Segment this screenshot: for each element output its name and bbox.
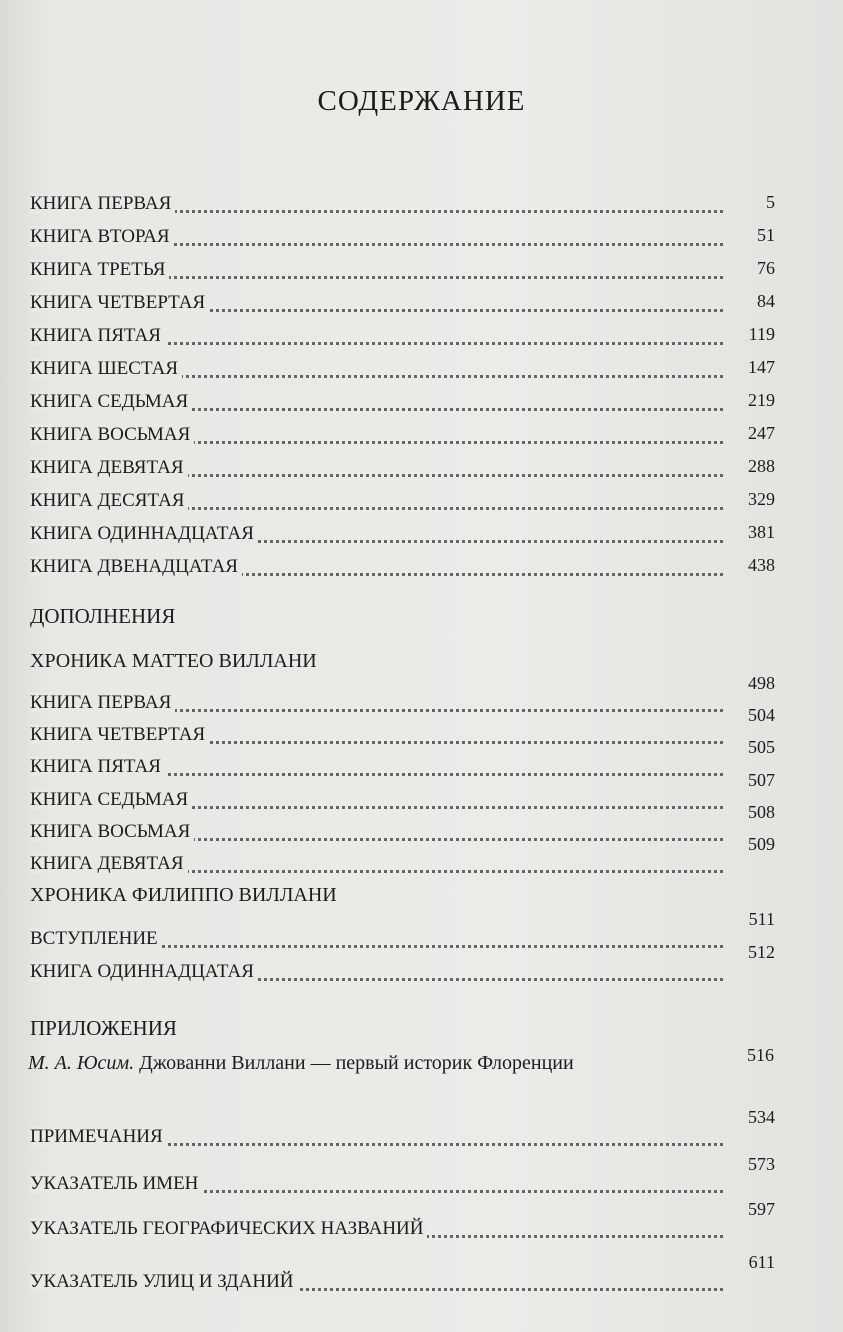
toc-page-number: 505 [748, 737, 775, 757]
toc-label: КНИГА ДЕСЯТАЯ [30, 490, 188, 511]
toc-row [30, 1199, 775, 1242]
toc-row [30, 1154, 775, 1197]
toc-page-number: 76 [757, 258, 775, 278]
toc-page-number: 147 [748, 357, 775, 377]
toc-row [30, 319, 775, 349]
toc-page-number: 247 [748, 423, 775, 443]
toc-label: КНИГА ВОСЬМАЯ [30, 424, 194, 445]
toc-page-number: 381 [748, 522, 775, 542]
toc-page-number: 504 [748, 705, 775, 725]
toc-label: КНИГА ШЕСТАЯ [30, 358, 182, 379]
toc-row [30, 737, 775, 780]
toc-row [30, 253, 775, 283]
essay-page-number: 516 [747, 1045, 774, 1065]
toc-page-number: 5 [766, 192, 775, 212]
toc-page-number: 51 [757, 225, 775, 245]
toc-label: УКАЗАТЕЛЬ УЛИЦ И ЗДАНИЙ [30, 1271, 298, 1292]
toc-row [30, 1252, 775, 1295]
toc-row [30, 484, 775, 514]
toc-row [30, 834, 775, 877]
toc-page-number: 507 [748, 770, 775, 790]
toc-page-number: 573 [748, 1154, 775, 1174]
toc-label: УКАЗАТЕЛЬ ГЕОГРАФИЧЕСКИХ НАЗВАНИЙ [30, 1218, 427, 1239]
toc-label: КНИГА ДЕВЯТАЯ [30, 457, 188, 478]
toc-label: УКАЗАТЕЛЬ ИМЕН [30, 1173, 202, 1194]
toc-label: КНИГА ПЯТАЯ [30, 756, 165, 777]
toc-row [30, 909, 775, 952]
toc-row [30, 802, 775, 845]
toc-row [30, 187, 775, 217]
toc-page-number: 511 [748, 909, 775, 929]
page-title: СОДЕРЖАНИЕ [317, 85, 526, 117]
toc-page-number: 498 [748, 673, 775, 693]
toc-page-number: 329 [748, 489, 775, 509]
toc-page-number: 84 [757, 291, 775, 311]
toc-row [30, 418, 775, 448]
toc-page-number: 508 [748, 802, 775, 822]
toc-label: КНИГА ВОСЬМАЯ [30, 821, 194, 842]
toc-page-number: 119 [748, 324, 775, 344]
toc-page-number: 288 [748, 456, 775, 476]
toc-page-number: 438 [748, 555, 775, 575]
toc-label: КНИГА ТРЕТЬЯ [30, 259, 169, 280]
toc-page-number: 597 [748, 1199, 775, 1219]
toc-label: КНИГА ОДИННАДЦАТАЯ [30, 523, 258, 544]
toc-row [30, 286, 775, 316]
toc-page-number: 219 [748, 390, 775, 410]
toc-row [30, 451, 775, 481]
subsection-heading-matteo: ХРОНИКА МАТТЕО ВИЛЛАНИ [30, 650, 317, 672]
toc-row [30, 385, 775, 415]
section-heading-appendices: ПРИЛОЖЕНИЯ [30, 1016, 177, 1040]
toc-label: КНИГА ПЯТАЯ [30, 325, 165, 346]
toc-row [30, 942, 775, 985]
toc-label: КНИГА СЕДЬМАЯ [30, 391, 192, 412]
toc-row [30, 550, 775, 580]
essay-entry [28, 1052, 574, 1075]
subsection-heading-filippo: ХРОНИКА ФИЛИППО ВИЛЛАНИ [30, 884, 337, 906]
toc-row [30, 220, 775, 250]
toc-label: КНИГА ОДИННАДЦАТАЯ [30, 961, 258, 982]
toc-label: КНИГА ЧЕТВЕРТАЯ [30, 724, 209, 745]
toc-row [30, 673, 775, 716]
essay-author: М. А. Юсим. [28, 1052, 135, 1074]
toc-label: КНИГА СЕДЬМАЯ [30, 789, 192, 810]
toc-row [30, 517, 775, 547]
toc-page-number: 512 [748, 942, 775, 962]
essay-title: Джованни Виллани — первый историк Флоренции [134, 1052, 574, 1074]
toc-label: КНИГА ЧЕТВЕРТАЯ [30, 292, 209, 313]
toc-page-number: 509 [748, 834, 775, 854]
toc-label: КНИГА ПЕРВАЯ [30, 692, 175, 713]
toc-row [30, 1107, 775, 1150]
toc-row [30, 705, 775, 748]
toc-label: КНИГА ДВЕНАДЦАТАЯ [30, 556, 242, 577]
toc-page-number: 611 [748, 1252, 775, 1272]
toc-label: КНИГА ПЕРВАЯ [30, 193, 175, 214]
toc-label: КНИГА ВТОРАЯ [30, 226, 174, 247]
toc-label: КНИГА ДЕВЯТАЯ [30, 853, 188, 874]
toc-label: ВСТУПЛЕНИЕ [30, 928, 162, 949]
toc-row [30, 770, 775, 813]
section-heading-additions: ДОПОЛНЕНИЯ [30, 604, 176, 628]
toc-label: ПРИМЕЧАНИЯ [30, 1126, 167, 1147]
toc-page-number: 534 [748, 1107, 775, 1127]
toc-row [30, 352, 775, 382]
